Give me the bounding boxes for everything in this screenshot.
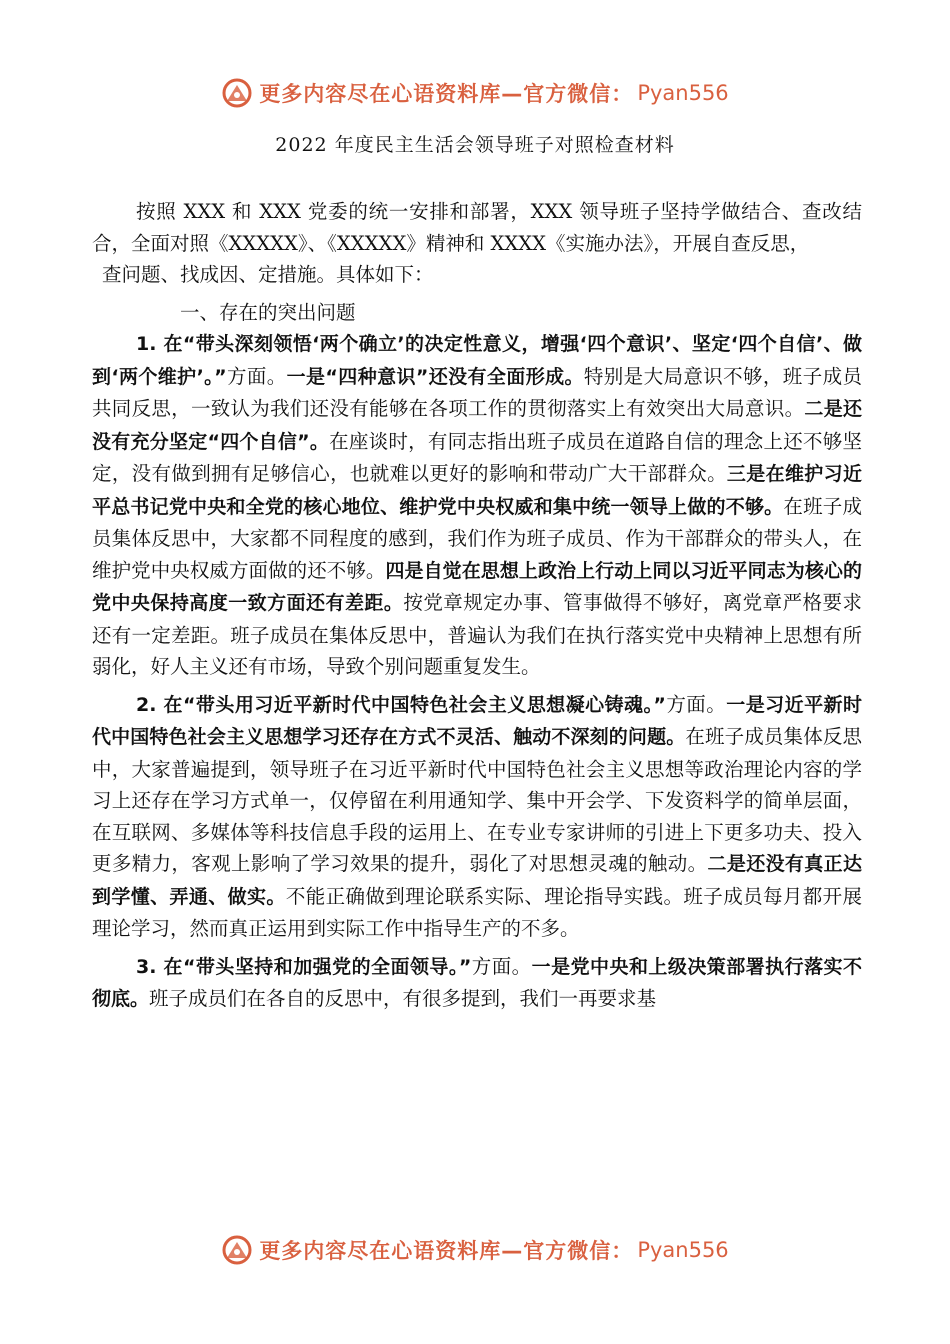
intro-line-2: 查问题、找成因、定措施。具体如下： [102, 263, 434, 286]
brand-logo-icon [221, 77, 253, 109]
header-watermark-banner [0, 73, 950, 113]
p1-bold-4: 四是自觉在思想上政治上行动上同以习近平同志为核心的党中央保持高度一致方面还有差距。 [92, 559, 862, 614]
p1-lead: 1. 在“带头深刻领悟‘两个确立’的决定性意义，增强‘四个意识’、坚定‘四个自信’、做到‘两个维护’。” [92, 333, 862, 388]
p2-bold-2: 二是还没有真正达到学懂、弄通、做实。 [92, 853, 862, 908]
intro-paragraph [92, 196, 862, 259]
p2-text-1: 方面。 [665, 692, 727, 716]
p3-text-2: 班子成员们在各自的反思中，有很多提到，我们一再要求基 [149, 987, 657, 1010]
paragraph-1 [92, 328, 862, 683]
banner-text: 更多内容尽在心语资料库—官方微信： [259, 1239, 634, 1263]
intro-line-1: 按照 XXX 和 XXX 党委的统一安排和部署，XXX 领导班子坚持学做结合、查改结合，全面对照《XXXXX》、《XXXXX》精神和 XXXX《实施办法》，开展自查反思， [92, 200, 862, 255]
banner-wechat-id: Pyan556 [637, 1238, 729, 1262]
p1-bold-3: 三是在维护习近平总书记党中央和全党的核心地位、维护党中央权威和集中统一领导上做的不够。 [92, 463, 862, 518]
document-title: 2022 年度民主生活会领导班子对照检查材料 [275, 134, 675, 156]
paragraph-3 [92, 951, 862, 1016]
paragraph-2 [92, 689, 862, 945]
p2-text-3: 不能正确做到理论联系实际、理论指导实践。班子成员每月都开展理论学习，然而真正运用到实际工作中指导生产的不多。 [92, 884, 862, 940]
p3-text-1: 方面。 [471, 954, 532, 978]
p3-bold-1: 一是党中央和上级决策部署执行落实不彻底。 [92, 955, 862, 1010]
document-body [92, 196, 862, 1016]
banner-text: 更多内容尽在心语资料库—官方微信： [259, 82, 634, 106]
p3-lead: 3. 在“带头坚持和加强党的全面领导。” [136, 955, 472, 978]
p1-text-4: 在班子成员集体反思中，大家都不同程度的感到，我们作为班子成员、作为干部群众的带头人，在维护党中央权威方面做的还不够。 [92, 494, 862, 582]
p1-bold-2: 二是还没有充分坚定“四个自信”。 [92, 398, 862, 453]
footer-watermark-banner [0, 1230, 950, 1270]
p2-lead: 2. 在“带头用习近平新时代中国特色社会主义思想凝心铸魂。” [136, 693, 666, 716]
p1-text-2: 特别是大局意识不够，班子成员共同反思，一致认为我们还没有能够在各项工作的贯彻落实上有效突出大局意识。 [92, 364, 862, 420]
p1-bold-1: 一是“四种意识”还没有全面形成。 [286, 365, 584, 388]
p1-text-5: 按党章规定办事、管事做得不够好，离党章严格要求还有一定差距。班子成员在集体反思中，普遍认为我们在执行落实党中央精神上思想有所弱化，好人主义还有市场，导致个别问题重复发生。 [92, 591, 862, 678]
section-heading: 一、存在的突出问题 [180, 300, 356, 324]
intro-paragraph-end [92, 259, 862, 291]
p2-bold-1: 一是习近平新时代中国特色社会主义思想学习还存在方式不灵活、触动不深刻的问题。 [92, 693, 862, 748]
banner-wechat-id: Pyan556 [637, 81, 729, 105]
p1-text-1: 方面。 [226, 364, 287, 388]
brand-logo-icon [221, 1234, 253, 1266]
p1-text-3: 在座谈时，有同志指出班子成员在道路自信的理念上还不够坚定，没有做到拥有足够信心，也就难以更好的影响和带动广大干部群众。 [92, 429, 862, 485]
p2-text-2: 在班子成员集体反思中，大家普遍提到，领导班子在习近平新时代中国特色社会主义思想等政治理论内容的学习上还存在学习方式单一，仅停留在利用通知学、集中开会学、下发资料学的简单层面，在互联网、多媒体等科技信息手段的运用上、在专业专家讲师的引进上下更多功夫、投入更多精力，客观上影响了学习效果的提升，弱化了对思想灵魂的触动。 [92, 725, 862, 875]
